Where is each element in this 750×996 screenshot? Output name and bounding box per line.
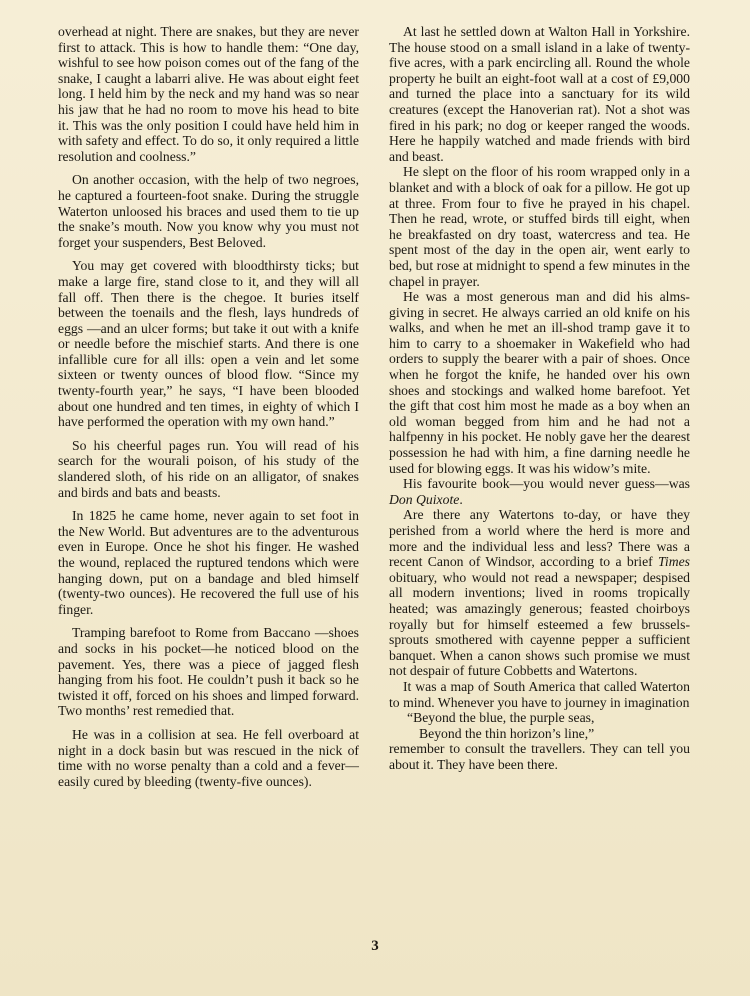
paragraph: On another occasion, with the help of two negroes, he captured a fourteen-foot snake. During the struggle Waterton unloosed his braces and used them to tie up the snake’s mouth. Now you know why you must not forget your suspenders, Best Beloved. xyxy=(58,172,359,250)
paragraph-text: obituary, who would not read a newspaper; despised all modern inventions; lived in rooms tropically heated; was amazingly generous; feasted choirboys royally but for himself esteemed a few brussels-sprouts smothered with cayenne pepper a sufficient banquet. When a canon shows such promise we must not despair of future Cobbetts and Watertons. xyxy=(389,569,690,679)
verse-line: “Beyond the blue, the purple seas, xyxy=(407,710,595,726)
paragraph-text: Are there any Watertons to-day, or have they perished from a world where the herd is more and more and the individual less and less? There was a recent Canon of Windsor, according to a brief xyxy=(389,507,690,570)
verse-line: Beyond the thin horizon’s line,” xyxy=(419,725,595,741)
left-column xyxy=(58,24,359,797)
right-column xyxy=(389,24,690,797)
paragraph xyxy=(389,507,690,679)
book-title: Don Quixote xyxy=(389,491,460,507)
page-number: 3 xyxy=(371,938,379,954)
newspaper-title: Times xyxy=(658,554,690,570)
paragraph: In 1825 he came home, never again to set foot in the New World. But adventures are to the adventurous even in Europe. Once he shot his finger. He washed the wound, replaced the ruptured tendons which were hanging down, put on a bandage and bled himself (twenty-two ounces). He recovered the full use of his finger. xyxy=(58,508,359,617)
paragraph: He was a most generous man and did his alms-giving in secret. He always carried an old knife on his walks, and when he met an ill-shod tramp gave it to him to carry to a shoemaker in Wakefield who had orders to supply the bearer with a pair of shoes. Once when he forgot the knife, he handed over his own shoes and stockings and walked home barefoot. Yet the gift that cost him most he made as a boy when an old woman begged from him and he had not a halfpenny in his pocket. He nobly gave her the dearest possession he had with him, a fine darning needle he used for blowing eggs. It was his widow’s mite. xyxy=(389,289,690,476)
paragraph: So his cheerful pages run. You will read of his search for the wourali poison, of his study of the slandered sloth, of his ride on an alligator, of snakes and birds and bats and beasts. xyxy=(58,437,359,500)
verse-quote xyxy=(389,710,690,741)
paragraph: remember to consult the travellers. They can tell you about it. They have been there. xyxy=(389,741,690,772)
paragraph: You may get covered with bloodthirsty ticks; but make a large fire, stand close to it, and they will all fall off. Then there is the chegoe. It buries itself between the toenails and the flesh, lays hundreds of eggs —and an ulcer forms; but take it out with a knife or needle before the mischief starts. And there is one infallible cure for all ills: open a vein and let some sixteen or twenty ounces of blood flow. “Since my twenty-fourth year,” he says, “I have been blooded about one hundred and ten times, in eighty of which I have performed the operation with my own hand.” xyxy=(58,258,359,430)
paragraph: It was a map of South America that called Waterton to mind. Whenever you have to journey in imagination xyxy=(389,678,690,710)
paragraph: He was in a collision at sea. He fell overboard at night in a dock basin but was rescued in the nick of time with no worse penalty than a cold and a fever—easily cured by bleeding (twenty-five ounces). xyxy=(58,726,359,789)
paragraph: He slept on the floor of his room wrapped only in a blanket and with a block of oak for a pillow. He got up at three. From four to five he prayed in his chapel. Then he read, wrote, or stuffed birds till eight, when he breakfasted on dry toast, watercress and tea. He spent most of the day in the open air, went early to bed, but rose at midnight to spend a few minutes in the chapel in prayer. xyxy=(389,164,690,289)
text-columns xyxy=(58,24,690,797)
paragraph-text: His favourite book—you would never guess—was xyxy=(403,476,690,492)
paragraph xyxy=(389,476,690,507)
paragraph: overhead at night. There are snakes, but they are never first to attack. This is how to handle them: “One day, wishful to see how poison comes out of the fang of the snake, I caught a labarri alive. He was about eight feet long. I held him by the neck and my hand was so near his jaw that he had no room to move his head to bite it. This was the only position I could have held him in with safety and effect. To do so, it only required a little resolution and coolness.” xyxy=(58,24,359,164)
paragraph: Tramping barefoot to Rome from Baccano —shoes and socks in his pocket—he noticed blood on the pavement. Yes, there was a piece of jagged flesh hanging from his foot. He couldn’t push it back so he twisted it off, forced on his shoes and limped forward. Two months’ rest remedied that. xyxy=(58,625,359,719)
paragraph-text: . xyxy=(459,491,463,507)
paragraph: At last he settled down at Walton Hall in Yorkshire. The house stood on a small island in a lake of twenty-five acres, with a park encircling all. Round the whole property he built an eight-foot wall at a cost of £9,000 and turned the place into a sanctuary for its wild creatures (except the Hanoverian rat). Not a shot was fired in his park; no dog or keeper ranged the woods. Here he happily watched and made friends with bird and beast. xyxy=(389,24,690,164)
